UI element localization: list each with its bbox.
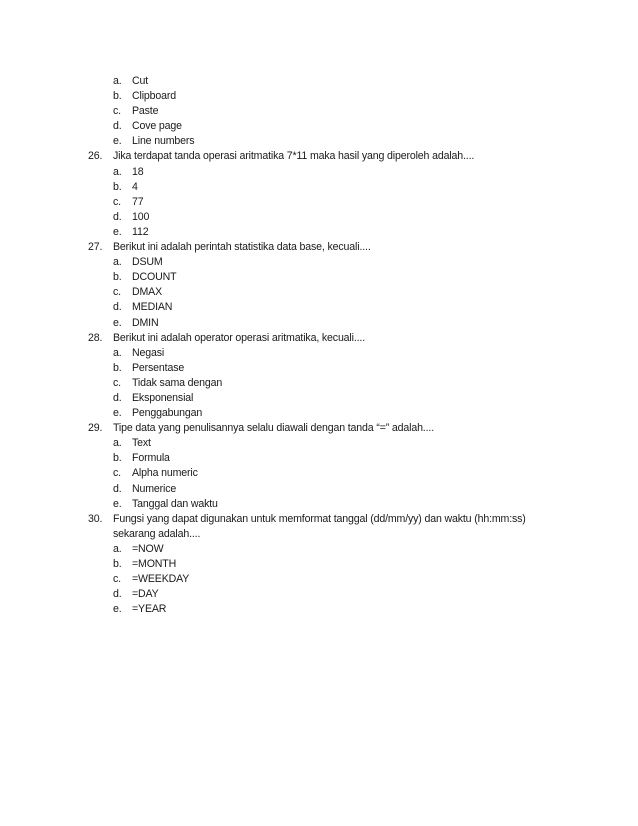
question-text: Berikut ini adalah perintah statistika data base, kecuali.... bbox=[113, 241, 371, 254]
option-item bbox=[88, 406, 568, 421]
option-letter: b. bbox=[113, 361, 122, 374]
option-letter: b. bbox=[113, 271, 122, 284]
option-text: DCOUNT bbox=[132, 271, 177, 284]
option-text: Persentase bbox=[132, 361, 185, 374]
question-28 bbox=[88, 331, 568, 346]
continuation-options bbox=[88, 74, 568, 149]
question-number: 27. bbox=[88, 241, 103, 254]
option-letter: a. bbox=[113, 542, 122, 555]
question-text: Fungsi yang dapat digunakan untuk memformat tanggal (dd/mm/yy) dan waktu (hh:mm:ss) bbox=[113, 512, 526, 525]
option-text: Eksponensial bbox=[132, 391, 194, 404]
option-text: Cut bbox=[132, 75, 149, 87]
option-text: 77 bbox=[132, 195, 144, 208]
question-30 bbox=[88, 512, 568, 542]
option-text: Alpha numeric bbox=[132, 467, 198, 480]
option-text: =MONTH bbox=[132, 558, 177, 570]
question-27-options bbox=[88, 255, 568, 330]
option-letter: a. bbox=[113, 256, 122, 269]
option-text: Text bbox=[132, 437, 151, 450]
option-item bbox=[88, 210, 568, 225]
option-item bbox=[88, 316, 568, 331]
option-text: =DAY bbox=[132, 588, 159, 601]
option-item bbox=[88, 255, 568, 270]
option-text: Negasi bbox=[132, 346, 165, 359]
option-text: Clipboard bbox=[132, 90, 176, 103]
option-letter: a. bbox=[113, 346, 122, 359]
option-letter: c. bbox=[113, 286, 121, 299]
option-item bbox=[88, 451, 568, 466]
option-item bbox=[88, 119, 568, 134]
option-letter: a. bbox=[113, 437, 122, 450]
option-text: Cove page bbox=[132, 120, 182, 133]
option-item bbox=[88, 180, 568, 195]
option-item bbox=[88, 134, 568, 149]
option-text: =YEAR bbox=[132, 603, 167, 616]
option-item bbox=[88, 391, 568, 406]
option-text: Formula bbox=[132, 452, 170, 465]
option-text: 18 bbox=[132, 165, 144, 178]
option-item bbox=[88, 587, 568, 602]
option-letter: c. bbox=[113, 105, 121, 118]
option-letter: b. bbox=[113, 180, 122, 193]
option-letter: d. bbox=[113, 120, 122, 133]
option-item bbox=[88, 361, 568, 376]
option-letter: d. bbox=[113, 301, 122, 314]
option-letter: a. bbox=[113, 165, 122, 178]
option-item bbox=[88, 466, 568, 481]
question-number: 30. bbox=[88, 512, 103, 525]
option-letter: e. bbox=[113, 497, 122, 510]
option-text: Penggabungan bbox=[132, 407, 203, 420]
option-letter: e. bbox=[113, 225, 122, 238]
option-letter: c. bbox=[113, 467, 121, 480]
option-text: Paste bbox=[132, 105, 159, 118]
option-letter: b. bbox=[113, 452, 122, 465]
question-30-options bbox=[88, 542, 568, 617]
option-text: DMAX bbox=[132, 286, 163, 299]
option-text: =NOW bbox=[132, 542, 164, 555]
question-number: 28. bbox=[88, 331, 103, 344]
question-number: 26. bbox=[88, 150, 103, 163]
option-item bbox=[88, 482, 568, 497]
option-item bbox=[88, 285, 568, 300]
option-letter: e. bbox=[113, 407, 122, 420]
option-letter: c. bbox=[113, 573, 121, 586]
option-item bbox=[88, 74, 568, 89]
option-letter: e. bbox=[113, 135, 122, 148]
question-29-options bbox=[88, 436, 568, 511]
question-text-continued: sekarang adalah.... bbox=[113, 527, 201, 540]
option-item bbox=[88, 542, 568, 557]
option-item bbox=[88, 195, 568, 210]
option-text: Tanggal dan waktu bbox=[132, 497, 218, 510]
option-item bbox=[88, 165, 568, 180]
option-letter: b. bbox=[113, 90, 122, 103]
option-item bbox=[88, 104, 568, 119]
option-item bbox=[88, 300, 568, 315]
question-text: Jika terdapat tanda operasi aritmatika 7*11 maka hasil yang diperoleh adalah.... bbox=[113, 150, 475, 163]
option-item bbox=[88, 346, 568, 361]
option-letter: b. bbox=[113, 558, 122, 570]
option-letter: d. bbox=[113, 588, 122, 601]
option-item bbox=[88, 436, 568, 451]
question-29 bbox=[88, 421, 568, 436]
option-text: 100 bbox=[132, 210, 150, 223]
option-text: DMIN bbox=[132, 316, 159, 329]
option-text: MEDIAN bbox=[132, 301, 173, 314]
question-text: Tipe data yang penulisannya selalu diawali dengan tanda “=” adalah.... bbox=[113, 422, 434, 435]
option-text: Numerice bbox=[132, 482, 177, 495]
option-item bbox=[88, 557, 568, 572]
option-text: Tidak sama dengan bbox=[132, 376, 223, 389]
question-26-options bbox=[88, 165, 568, 240]
option-text: Line numbers bbox=[132, 135, 195, 148]
option-letter: d. bbox=[113, 391, 122, 404]
option-text: =WEEKDAY bbox=[132, 573, 190, 586]
option-item bbox=[88, 89, 568, 104]
option-letter: e. bbox=[113, 603, 122, 616]
option-item bbox=[88, 376, 568, 391]
option-text: DSUM bbox=[132, 256, 163, 269]
option-letter: d. bbox=[113, 482, 122, 495]
option-text: 112 bbox=[132, 225, 149, 238]
question-27 bbox=[88, 240, 568, 255]
option-text: 4 bbox=[132, 180, 138, 193]
option-item bbox=[88, 602, 568, 617]
question-28-options bbox=[88, 346, 568, 421]
option-item bbox=[88, 270, 568, 285]
option-letter: e. bbox=[113, 316, 122, 329]
option-letter: a. bbox=[113, 75, 122, 87]
option-letter: d. bbox=[113, 210, 122, 223]
option-item bbox=[88, 572, 568, 587]
question-text: Berikut ini adalah operator operasi aritmatika, kecuali.... bbox=[113, 331, 366, 344]
option-letter: c. bbox=[113, 195, 121, 208]
option-letter: c. bbox=[113, 376, 121, 389]
option-item bbox=[88, 497, 568, 512]
question-list bbox=[88, 74, 568, 617]
option-item bbox=[88, 225, 568, 240]
question-number: 29. bbox=[88, 422, 103, 435]
question-26 bbox=[88, 149, 568, 164]
